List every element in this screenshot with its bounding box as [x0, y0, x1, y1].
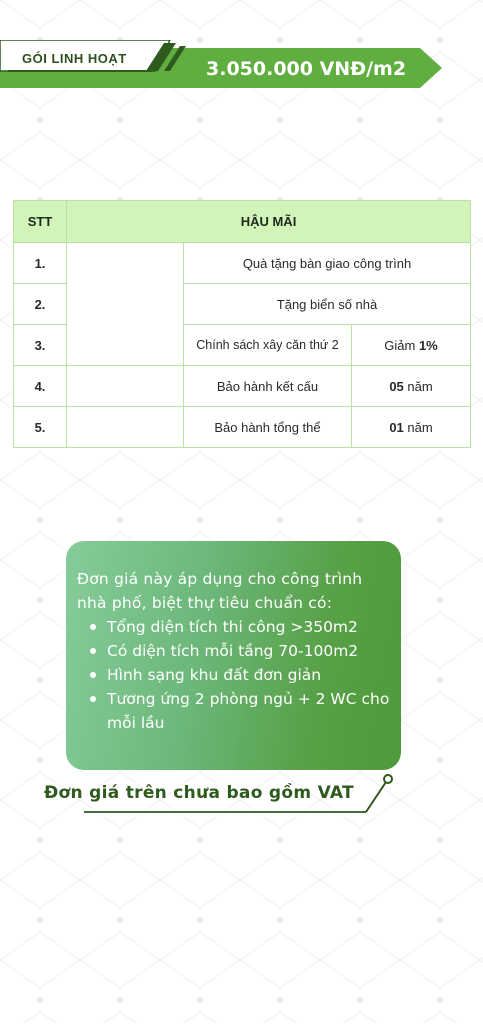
row-number: 4. [14, 366, 67, 407]
list-item: Tổng diện tích thi công >350m2 [77, 615, 391, 639]
list-item: Có diện tích mỗi tầng 70-100m2 [77, 639, 391, 663]
table-row [14, 366, 471, 407]
header-stt: STT [14, 201, 67, 243]
row-number: 3. [14, 325, 67, 366]
conditions-list [77, 615, 391, 735]
price-header [0, 40, 483, 96]
row-number: 1. [14, 243, 67, 284]
package-name: GÓI LINH HOẠT [22, 51, 127, 66]
row-value: Giảm 1% [352, 325, 471, 366]
table-header-row [14, 201, 471, 243]
list-item: Hình sạng khu đất đơn giản [77, 663, 391, 687]
vat-note: Đơn giá trên chưa bao gồm VAT [44, 783, 354, 803]
empty-cell [67, 243, 184, 366]
empty-cell [67, 366, 184, 407]
empty-cell [67, 407, 184, 448]
row-label: Tặng biển số nhà [184, 284, 471, 325]
row-value: 01 năm [352, 407, 471, 448]
row-label: Bảo hành kết cấu [184, 366, 352, 407]
row-number: 2. [14, 284, 67, 325]
conditions-intro: Đơn giá này áp dụng cho công trình nhà phố, biệt thự tiêu chuẩn có: [77, 570, 363, 612]
row-label: Bảo hành tổng thể [184, 407, 352, 448]
conditions-card [66, 541, 401, 770]
row-value: 05 năm [352, 366, 471, 407]
row-label: Quà tặng bàn giao công trình [184, 243, 471, 284]
header-after-sales: HẬU MÃI [67, 201, 471, 243]
list-item: Tương ứng 2 phòng ngủ + 2 WC cho mỗi lầu [77, 687, 391, 735]
row-label: Chính sách xây căn thứ 2 [184, 325, 352, 366]
package-price: 3.050.000 VNĐ/m2 [206, 58, 407, 80]
row-number: 5. [14, 407, 67, 448]
table-row [14, 243, 471, 284]
table-row [14, 407, 471, 448]
after-sales-table [13, 200, 470, 452]
